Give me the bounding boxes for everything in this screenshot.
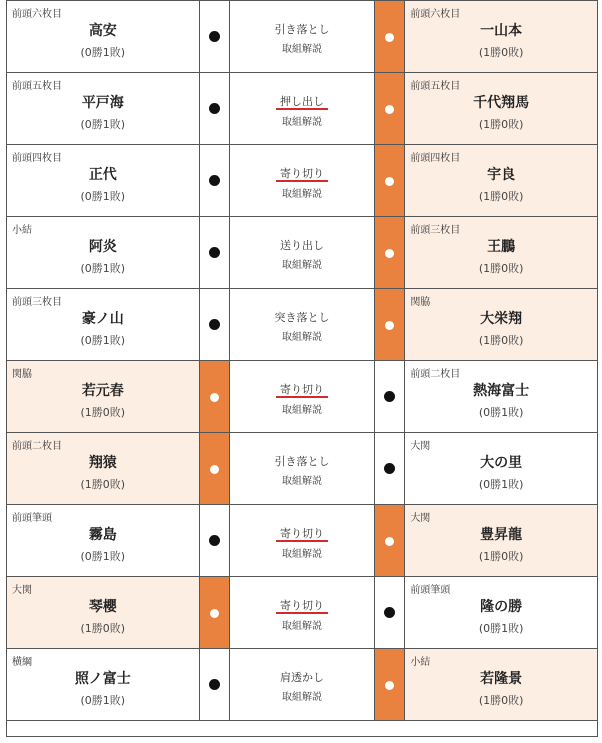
kimarite-label: 寄り切り <box>276 599 328 614</box>
west-wrestler-cell <box>405 505 598 577</box>
kaisetsu-link[interactable]: 取組解説 <box>281 188 322 200</box>
kimarite-label: 肩透かし <box>279 671 324 684</box>
win-dot-icon <box>210 465 219 474</box>
kimarite-cell <box>229 649 374 721</box>
west-record: (1勝0敗) <box>478 189 524 203</box>
east-record: (0勝1敗) <box>80 333 126 347</box>
west-record: (0勝1敗) <box>478 405 524 419</box>
east-wrestler-name[interactable]: 豪ノ山 <box>81 310 124 327</box>
east-wrestler-name[interactable]: 翔猿 <box>88 454 117 471</box>
bout-row <box>7 505 598 577</box>
bout-row <box>7 433 598 505</box>
kimarite-cell <box>229 145 374 217</box>
west-result-mark <box>375 433 405 505</box>
east-record: (0勝1敗) <box>80 693 126 707</box>
east-result-mark <box>199 649 229 721</box>
loss-dot-icon <box>209 247 220 258</box>
win-dot-icon <box>385 105 394 114</box>
kaisetsu-link[interactable]: 取組解説 <box>281 116 322 128</box>
kimarite-cell <box>229 217 374 289</box>
kaisetsu-link[interactable]: 取組解説 <box>281 620 322 632</box>
kimarite-label: 引き落とし <box>274 455 330 468</box>
east-record: (1勝0敗) <box>80 405 126 419</box>
west-rank: 前頭二枚目 <box>410 369 461 380</box>
loss-dot-icon <box>209 319 220 330</box>
east-rank: 前頭筆頭 <box>12 513 52 524</box>
west-rank: 前頭四枚目 <box>410 153 461 164</box>
west-wrestler-cell <box>405 289 598 361</box>
loss-dot-icon <box>209 31 220 42</box>
loss-dot-icon <box>209 103 220 114</box>
east-record: (0勝1敗) <box>80 45 126 59</box>
win-dot-icon <box>210 609 219 618</box>
loss-dot-icon <box>384 463 395 474</box>
kaisetsu-link[interactable]: 取組解説 <box>281 44 322 55</box>
kimarite-label: 送り出し <box>279 239 324 252</box>
east-rank: 前頭五枚目 <box>12 81 62 92</box>
west-rank: 前頭筆頭 <box>410 585 451 596</box>
west-rank: 小結 <box>410 657 431 668</box>
east-wrestler-name[interactable]: 若元春 <box>81 382 124 399</box>
west-record: (0勝1敗) <box>478 477 524 491</box>
west-wrestler-name[interactable]: 豊昇龍 <box>480 526 523 543</box>
bout-row <box>7 577 598 649</box>
east-wrestler-name[interactable]: 照ノ富士 <box>74 670 131 687</box>
west-record: (1勝0敗) <box>478 693 524 707</box>
bout-row <box>7 217 598 289</box>
west-wrestler-cell <box>405 577 598 649</box>
kaisetsu-link[interactable]: 取組解説 <box>281 692 322 703</box>
west-record: (1勝0敗) <box>478 261 524 275</box>
east-rank: 前頭二枚目 <box>12 441 62 452</box>
win-dot-icon <box>385 537 394 546</box>
kimarite-cell <box>229 433 374 505</box>
east-rank: 前頭四枚目 <box>12 153 62 164</box>
west-rank: 前頭五枚目 <box>410 81 461 92</box>
west-wrestler-name[interactable]: 若隆景 <box>480 670 523 687</box>
east-result-mark <box>199 217 229 289</box>
east-rank: 前頭三枚目 <box>12 297 62 308</box>
west-rank: 関脇 <box>410 297 431 308</box>
loss-dot-icon <box>384 391 395 402</box>
kaisetsu-link[interactable]: 取組解説 <box>281 404 322 416</box>
east-result-mark <box>199 577 229 649</box>
win-dot-icon <box>385 249 394 258</box>
east-wrestler-cell <box>7 649 200 721</box>
west-wrestler-name[interactable]: 隆の勝 <box>480 598 523 615</box>
east-wrestler-cell <box>7 73 200 145</box>
west-wrestler-cell <box>405 361 598 433</box>
east-result-mark <box>199 433 229 505</box>
win-dot-icon <box>385 321 394 330</box>
west-result-mark <box>375 505 405 577</box>
kaisetsu-link[interactable]: 取組解説 <box>281 332 322 343</box>
west-result-mark <box>375 289 405 361</box>
kimarite-label: 突き落とし <box>274 311 330 324</box>
east-result-mark <box>199 1 229 73</box>
east-result-mark <box>199 361 229 433</box>
west-rank: 前頭三枚目 <box>410 225 461 236</box>
kimarite-cell <box>229 289 374 361</box>
win-dot-icon <box>385 177 394 186</box>
west-wrestler-cell <box>405 433 598 505</box>
bout-row <box>7 145 598 217</box>
west-record: (1勝0敗) <box>478 117 524 131</box>
west-result-mark <box>375 1 405 73</box>
west-wrestler-cell <box>405 73 598 145</box>
west-result-mark <box>375 649 405 721</box>
west-record: (0勝1敗) <box>478 621 524 635</box>
west-result-mark <box>375 73 405 145</box>
east-record: (1勝0敗) <box>80 477 126 491</box>
bout-row <box>7 73 598 145</box>
east-record: (1勝0敗) <box>80 621 126 635</box>
west-wrestler-name[interactable]: 大栄翔 <box>480 310 523 327</box>
east-wrestler-cell <box>7 505 200 577</box>
west-wrestler-name[interactable]: 宇良 <box>487 166 516 183</box>
east-wrestler-name[interactable]: 阿炎 <box>88 238 117 255</box>
loss-dot-icon <box>209 535 220 546</box>
west-record: (1勝0敗) <box>478 549 524 563</box>
win-dot-icon <box>385 681 394 690</box>
west-wrestler-name[interactable]: 王鵬 <box>487 238 516 255</box>
kaisetsu-link[interactable]: 取組解説 <box>281 260 322 271</box>
win-dot-icon <box>385 33 394 42</box>
east-wrestler-name[interactable]: 霧島 <box>88 526 117 543</box>
west-wrestler-cell <box>405 217 598 289</box>
east-record: (0勝1敗) <box>80 549 126 563</box>
east-wrestler-cell <box>7 145 200 217</box>
kimarite-cell <box>229 577 374 649</box>
west-record: (1勝0敗) <box>478 333 524 347</box>
east-result-mark <box>199 73 229 145</box>
east-wrestler-name[interactable]: 正代 <box>88 166 117 183</box>
bout-row <box>7 361 598 433</box>
east-result-mark <box>199 289 229 361</box>
east-wrestler-name[interactable]: 平戸海 <box>81 94 124 111</box>
bout-row <box>7 649 598 721</box>
torikumi-results-table <box>6 0 598 721</box>
kimarite-label: 寄り切り <box>276 167 328 182</box>
loss-dot-icon <box>384 607 395 618</box>
west-wrestler-cell <box>405 145 598 217</box>
east-wrestler-name[interactable]: 琴櫻 <box>88 598 117 615</box>
west-wrestler-cell <box>405 1 598 73</box>
win-dot-icon <box>210 393 219 402</box>
kimarite-label: 押し出し <box>276 95 328 110</box>
west-result-mark <box>375 361 405 433</box>
east-rank: 前頭六枚目 <box>12 9 62 20</box>
loss-dot-icon <box>209 679 220 690</box>
kimarite-cell <box>229 361 374 433</box>
east-record: (0勝1敗) <box>80 117 126 131</box>
east-record: (0勝1敗) <box>80 189 126 203</box>
kimarite-label: 寄り切り <box>276 383 328 398</box>
bout-row <box>7 289 598 361</box>
east-result-mark <box>199 145 229 217</box>
kimarite-label: 引き落とし <box>274 23 330 36</box>
west-rank: 大関 <box>410 441 431 452</box>
kimarite-cell <box>229 505 374 577</box>
west-wrestler-name[interactable]: 熱海富士 <box>473 382 530 399</box>
kaisetsu-link[interactable]: 取組解説 <box>281 476 322 487</box>
west-wrestler-name[interactable]: 大の里 <box>480 454 523 471</box>
east-wrestler-cell <box>7 1 200 73</box>
west-wrestler-cell <box>405 649 598 721</box>
bout-row <box>7 1 598 73</box>
east-rank: 大関 <box>12 585 32 596</box>
west-result-mark <box>375 217 405 289</box>
kaisetsu-link[interactable]: 取組解説 <box>281 548 322 560</box>
west-rank: 前頭六枚目 <box>410 9 461 20</box>
west-wrestler-name[interactable]: 千代翔馬 <box>473 94 530 111</box>
kimarite-label: 寄り切り <box>276 527 328 542</box>
kimarite-cell <box>229 73 374 145</box>
east-record: (0勝1敗) <box>80 261 126 275</box>
west-result-mark <box>375 145 405 217</box>
torikumi-results-frame <box>6 0 598 737</box>
east-rank: 関脇 <box>12 369 32 380</box>
east-wrestler-cell <box>7 433 200 505</box>
east-wrestler-cell <box>7 361 200 433</box>
west-result-mark <box>375 577 405 649</box>
east-wrestler-cell <box>7 577 200 649</box>
east-rank: 小結 <box>12 225 32 236</box>
bout-rows <box>7 1 598 721</box>
loss-dot-icon <box>209 175 220 186</box>
east-wrestler-cell <box>7 289 200 361</box>
east-wrestler-name[interactable]: 高安 <box>88 22 117 39</box>
west-record: (1勝0敗) <box>478 45 524 59</box>
west-rank: 大関 <box>410 513 431 524</box>
east-result-mark <box>199 505 229 577</box>
east-wrestler-cell <box>7 217 200 289</box>
east-rank: 横綱 <box>12 657 32 668</box>
kimarite-cell <box>229 1 374 73</box>
west-wrestler-name[interactable]: 一山本 <box>480 22 523 39</box>
